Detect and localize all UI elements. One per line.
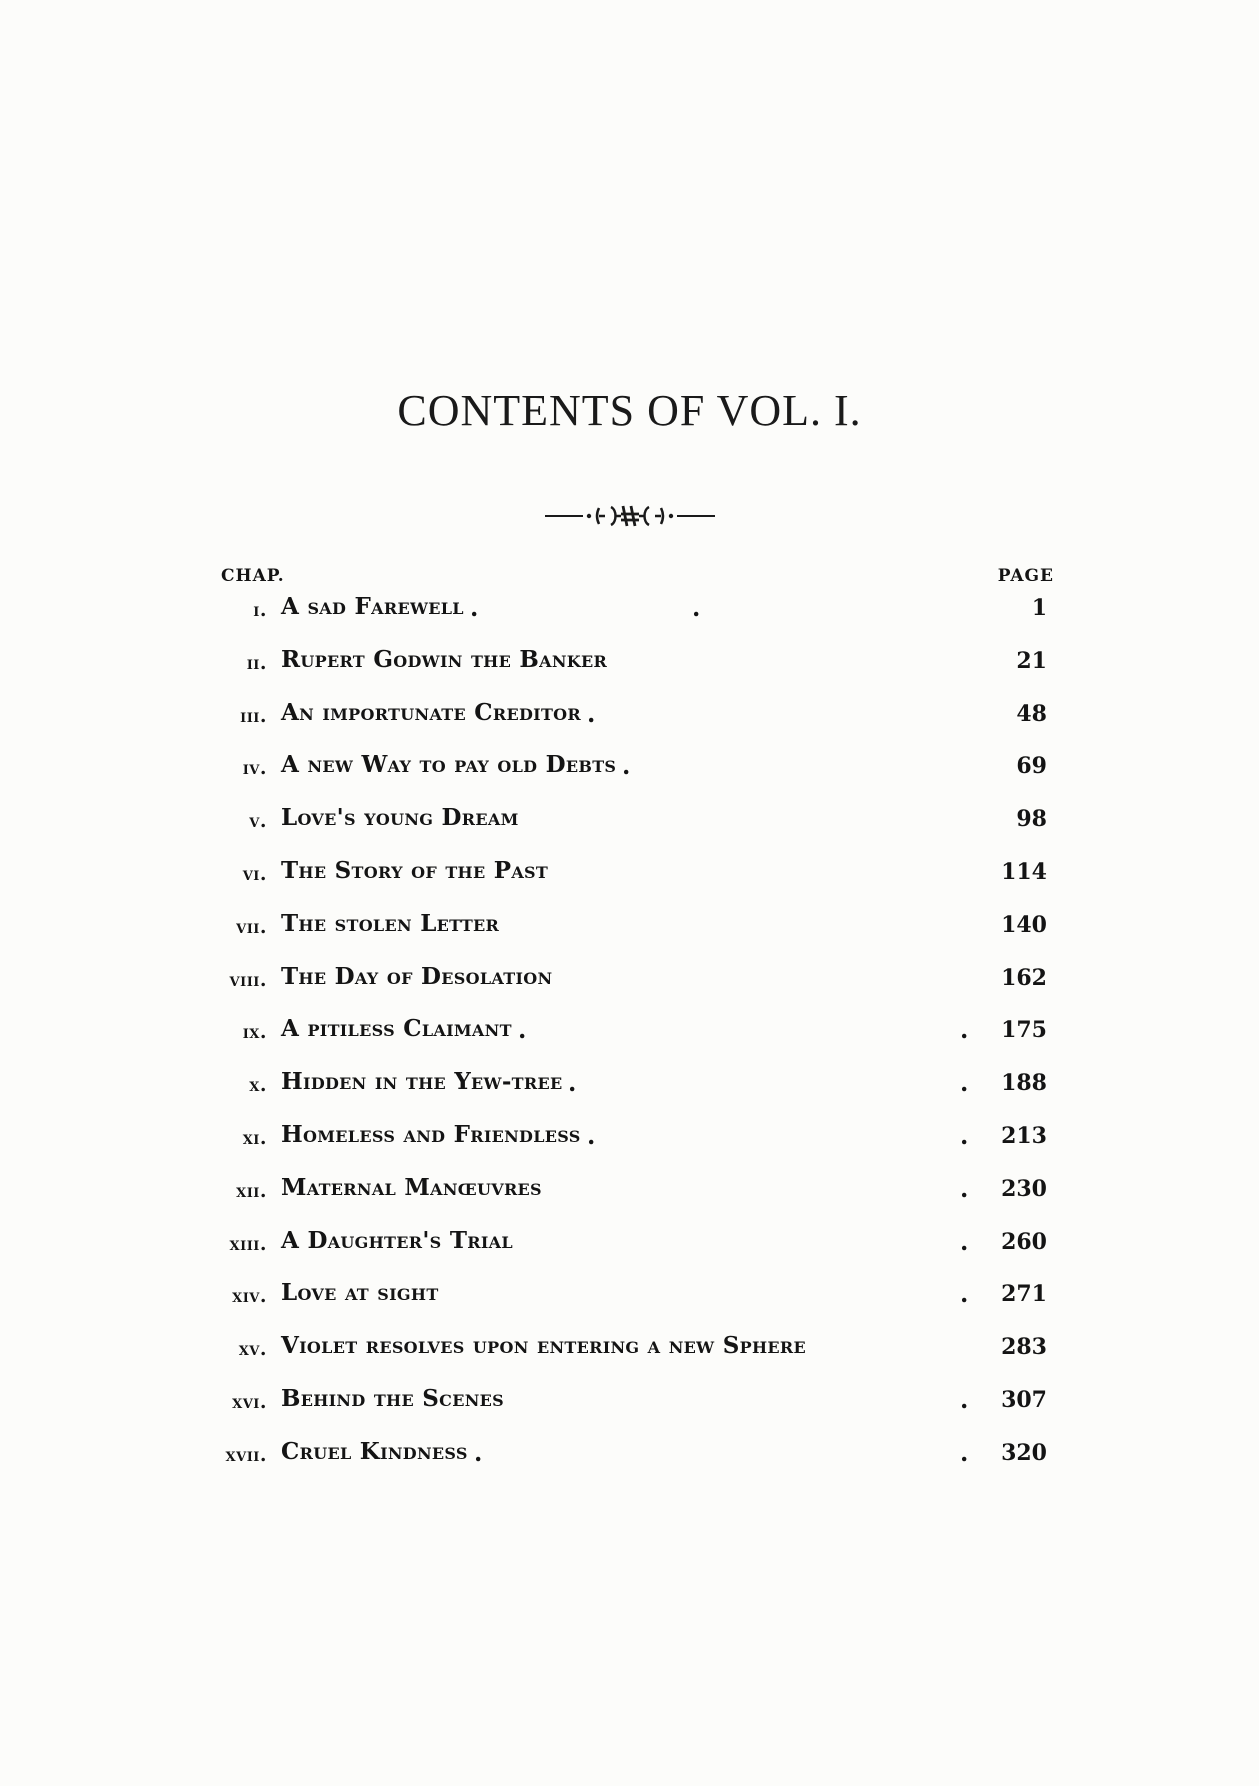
chapter-number: xi. — [242, 1127, 267, 1149]
page-number: 162 — [1001, 964, 1047, 991]
toc-entry — [0, 751, 1259, 791]
chapter-title: Hidden in the Yew-tree — [281, 1068, 563, 1096]
chapter-number: xvi. — [232, 1391, 267, 1413]
toc-entry — [0, 1279, 1259, 1319]
toc-entry — [0, 804, 1259, 844]
chapter-number: xiv. — [232, 1285, 267, 1308]
chapter-title: Maternal Manœuvres — [281, 1173, 542, 1201]
toc-entry — [0, 1174, 1259, 1214]
toc-entry — [0, 963, 1259, 1003]
chapter-number: viii. — [229, 968, 267, 991]
page-number: 213 — [1001, 1123, 1047, 1149]
chapter-number: i. — [253, 599, 267, 621]
toc-entry — [0, 646, 1259, 686]
toc-entry — [0, 1385, 1259, 1425]
page-number: 230 — [1001, 1175, 1047, 1202]
chapter-title: Violet resolves upon entering a new Sphere — [281, 1332, 806, 1360]
chapter-number: xii. — [236, 1179, 267, 1202]
page-number: 48 — [1016, 700, 1047, 727]
leader-dot: . — [960, 1173, 969, 1203]
page-number: 260 — [1001, 1228, 1047, 1255]
page-number: 21 — [1016, 647, 1047, 674]
page-number: 307 — [1001, 1387, 1047, 1413]
chapter-number: xv. — [238, 1338, 267, 1361]
chapter-number: xvii. — [225, 1443, 267, 1466]
leader-dot: . — [622, 751, 631, 781]
chapter-number: vi. — [242, 863, 267, 885]
toc-entry — [0, 857, 1259, 897]
leader-dot: . — [692, 593, 701, 622]
leader-dot: . — [518, 1015, 527, 1045]
page-number: 69 — [1016, 753, 1047, 780]
chap-column-header: CHAP. — [221, 566, 285, 586]
leader-dot: . — [474, 1437, 483, 1467]
chapter-title: Homeless and Friendless — [281, 1121, 581, 1148]
page-number: 320 — [1001, 1439, 1047, 1466]
decorative-ornament — [0, 500, 1259, 530]
leader-dot: . — [960, 1068, 969, 1098]
chapter-title: The stolen Letter — [281, 909, 500, 937]
chapter-number: ii. — [246, 651, 267, 674]
chapter-title: An importunate Creditor — [281, 698, 581, 726]
toc-entry — [0, 910, 1259, 950]
toc-entry — [0, 1332, 1259, 1372]
page-number: 1 — [1031, 595, 1047, 621]
chapter-number: ix. — [242, 1021, 267, 1044]
leader-dot: . — [960, 1015, 969, 1045]
page-number: 140 — [1001, 911, 1047, 938]
chapter-number: iv. — [242, 757, 267, 780]
page-number: 114 — [1001, 859, 1047, 885]
toc-entry — [0, 593, 1259, 633]
page-number: 188 — [1001, 1070, 1047, 1097]
leader-dot: . — [470, 593, 479, 622]
page-number: 283 — [1001, 1334, 1047, 1361]
page-title: CONTENTS OF VOL. I. — [397, 386, 862, 435]
page-number: 98 — [1016, 806, 1047, 833]
chapter-number: iii. — [240, 704, 267, 727]
leader-dot: . — [960, 1437, 969, 1467]
chapter-title: Cruel Kindness — [281, 1437, 468, 1465]
page-number: 271 — [1001, 1281, 1047, 1308]
chapter-title: Rupert Godwin the Banker — [281, 645, 608, 673]
toc-entry — [0, 1015, 1259, 1055]
leader-dot: . — [587, 1121, 596, 1150]
leader-dot: . — [960, 1385, 969, 1414]
toc-entry — [0, 1227, 1259, 1267]
chapter-title: Love's young Dream — [281, 804, 519, 832]
toc-entry — [0, 1121, 1259, 1161]
chapter-title: Behind the Scenes — [281, 1385, 504, 1412]
page-column-header: PAGE — [997, 566, 1054, 586]
leader-dot: . — [568, 1068, 577, 1098]
chapter-title: A new Way to pay old Debts — [281, 751, 617, 779]
chapter-title: The Day of Desolation — [281, 962, 553, 990]
chapter-number: v. — [249, 810, 267, 833]
chapter-title: A Daughter's Trial — [281, 1226, 513, 1254]
chapter-title: Love at sight — [281, 1279, 439, 1307]
chapter-title: A sad Farewell — [281, 593, 464, 620]
chapter-title: A pitiless Claimant — [281, 1015, 512, 1043]
toc-entry — [0, 1438, 1259, 1478]
chapter-number: vii. — [236, 915, 267, 938]
leader-dot: . — [960, 1279, 969, 1309]
chapter-number: xiii. — [229, 1232, 267, 1255]
leader-dot: . — [960, 1121, 969, 1150]
leader-dot: . — [587, 698, 596, 728]
leader-dot: . — [960, 1226, 969, 1256]
chapter-number: x. — [249, 1074, 267, 1097]
ornament-flourish-icon — [545, 500, 715, 530]
page-number: 175 — [1001, 1017, 1047, 1044]
toc-entry — [0, 1068, 1259, 1108]
chapter-title: The Story of the Past — [281, 857, 549, 884]
toc-entry — [0, 699, 1259, 739]
